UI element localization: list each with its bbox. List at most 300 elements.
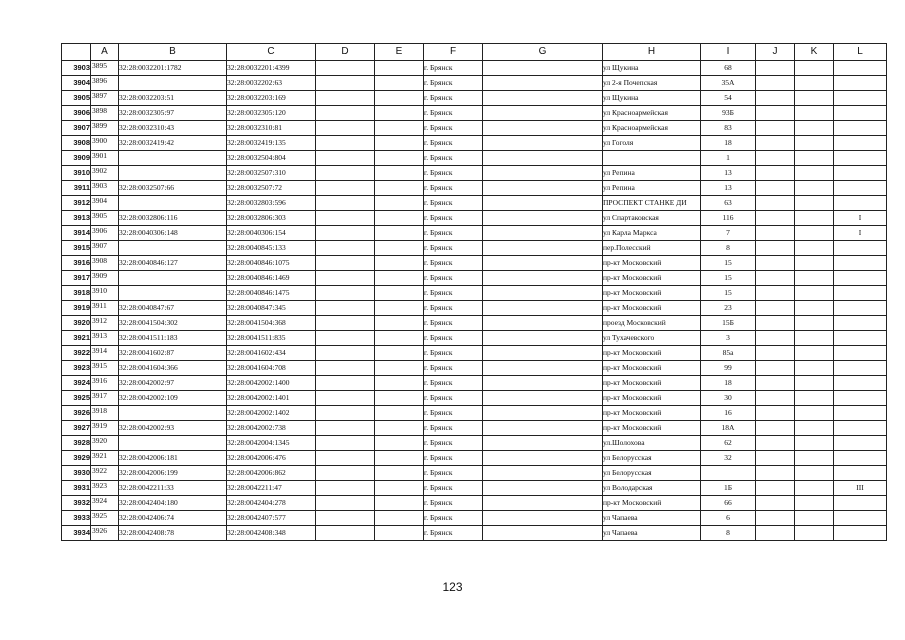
cell-k[interactable]: [795, 181, 834, 196]
cell-j[interactable]: [756, 526, 795, 541]
cell-a[interactable]: [91, 346, 119, 361]
column-header-e[interactable]: E: [375, 44, 424, 61]
cell-i[interactable]: 15: [701, 286, 756, 301]
row-number[interactable]: 3924: [62, 376, 91, 391]
row-number[interactable]: 3931: [62, 481, 91, 496]
cell-b[interactable]: 32:28:0032806:116: [119, 211, 227, 226]
cell-k[interactable]: [795, 451, 834, 466]
cell-b[interactable]: [119, 406, 227, 421]
cell-c[interactable]: 32:28:0042211:47: [227, 481, 316, 496]
cell-a[interactable]: [91, 376, 119, 391]
cell-c[interactable]: 32:28:0032202:63: [227, 76, 316, 91]
cell-l[interactable]: [834, 271, 887, 286]
cell-d[interactable]: [316, 151, 375, 166]
cell-c[interactable]: 32:28:0040845:133: [227, 241, 316, 256]
cell-b[interactable]: [119, 151, 227, 166]
cell-f[interactable]: г. Брянск: [424, 181, 483, 196]
cell-i[interactable]: 54: [701, 91, 756, 106]
cell-g[interactable]: [483, 196, 603, 211]
cell-i[interactable]: 85а: [701, 346, 756, 361]
cell-d[interactable]: [316, 436, 375, 451]
cell-a[interactable]: [91, 106, 119, 121]
cell-g[interactable]: [483, 226, 603, 241]
cell-g[interactable]: [483, 331, 603, 346]
cell-f[interactable]: г. Брянск: [424, 271, 483, 286]
cell-b[interactable]: 32:28:0042002:93: [119, 421, 227, 436]
cell-a[interactable]: [91, 436, 119, 451]
cell-l[interactable]: [834, 286, 887, 301]
cell-b[interactable]: [119, 241, 227, 256]
cell-d[interactable]: [316, 406, 375, 421]
cell-g[interactable]: [483, 451, 603, 466]
cell-f[interactable]: г. Брянск: [424, 406, 483, 421]
cell-e[interactable]: [375, 166, 424, 181]
cell-c[interactable]: 32:28:0042002:738: [227, 421, 316, 436]
cell-g[interactable]: [483, 511, 603, 526]
cell-l[interactable]: [834, 526, 887, 541]
cell-k[interactable]: [795, 376, 834, 391]
cell-d[interactable]: [316, 61, 375, 76]
column-header-i[interactable]: I: [701, 44, 756, 61]
cell-b[interactable]: 32:28:0041504:302: [119, 316, 227, 331]
cell-f[interactable]: г. Брянск: [424, 226, 483, 241]
cell-k[interactable]: [795, 91, 834, 106]
cell-c[interactable]: 32:28:0041604:708: [227, 361, 316, 376]
cell-e[interactable]: [375, 76, 424, 91]
cell-j[interactable]: [756, 451, 795, 466]
cell-a[interactable]: [91, 391, 119, 406]
cell-a[interactable]: [91, 361, 119, 376]
cell-k[interactable]: [795, 361, 834, 376]
cell-d[interactable]: [316, 136, 375, 151]
cell-b[interactable]: 32:28:0032203:51: [119, 91, 227, 106]
cell-e[interactable]: [375, 286, 424, 301]
cell-i[interactable]: 23: [701, 301, 756, 316]
cell-f[interactable]: г. Брянск: [424, 526, 483, 541]
cell-i[interactable]: 6: [701, 511, 756, 526]
cell-f[interactable]: г. Брянск: [424, 166, 483, 181]
cell-k[interactable]: [795, 511, 834, 526]
cell-j[interactable]: [756, 211, 795, 226]
cell-h[interactable]: проезд Московский: [603, 316, 701, 331]
cell-i[interactable]: 35А: [701, 76, 756, 91]
cell-d[interactable]: [316, 196, 375, 211]
cell-d[interactable]: [316, 301, 375, 316]
cell-j[interactable]: [756, 376, 795, 391]
cell-d[interactable]: [316, 76, 375, 91]
cell-a[interactable]: [91, 451, 119, 466]
cell-i[interactable]: 99: [701, 361, 756, 376]
cell-b[interactable]: [119, 271, 227, 286]
cell-a[interactable]: [91, 316, 119, 331]
cell-f[interactable]: г. Брянск: [424, 301, 483, 316]
cell-i[interactable]: 18: [701, 376, 756, 391]
cell-e[interactable]: [375, 241, 424, 256]
cell-b[interactable]: 32:28:0032419:42: [119, 136, 227, 151]
cell-l[interactable]: [834, 151, 887, 166]
cell-i[interactable]: 18А: [701, 421, 756, 436]
cell-j[interactable]: [756, 61, 795, 76]
cell-d[interactable]: [316, 481, 375, 496]
row-number[interactable]: 3926: [62, 406, 91, 421]
cell-l[interactable]: [834, 406, 887, 421]
cell-e[interactable]: [375, 226, 424, 241]
cell-b[interactable]: 32:28:0042408:78: [119, 526, 227, 541]
cell-k[interactable]: [795, 106, 834, 121]
cell-c[interactable]: 32:28:0042006:862: [227, 466, 316, 481]
cell-l[interactable]: [834, 166, 887, 181]
cell-i[interactable]: 62: [701, 436, 756, 451]
column-header-h[interactable]: H: [603, 44, 701, 61]
cell-h[interactable]: ул Белорусская: [603, 451, 701, 466]
cell-e[interactable]: [375, 211, 424, 226]
cell-j[interactable]: [756, 406, 795, 421]
row-number[interactable]: 3913: [62, 211, 91, 226]
cell-a[interactable]: [91, 466, 119, 481]
cell-h[interactable]: ул Спартаковская: [603, 211, 701, 226]
cell-a[interactable]: [91, 226, 119, 241]
cell-a[interactable]: [91, 91, 119, 106]
cell-f[interactable]: г. Брянск: [424, 106, 483, 121]
cell-c[interactable]: 32:28:0040847:345: [227, 301, 316, 316]
cell-l[interactable]: [834, 196, 887, 211]
cell-h[interactable]: ул 2-я Почепская: [603, 76, 701, 91]
cell-e[interactable]: [375, 151, 424, 166]
cell-j[interactable]: [756, 481, 795, 496]
row-number[interactable]: 3929: [62, 451, 91, 466]
cell-d[interactable]: [316, 496, 375, 511]
cell-l[interactable]: III: [834, 481, 887, 496]
row-number[interactable]: 3923: [62, 361, 91, 376]
row-number[interactable]: 3904: [62, 76, 91, 91]
cell-e[interactable]: [375, 196, 424, 211]
cell-c[interactable]: 32:28:0032310:81: [227, 121, 316, 136]
cell-a[interactable]: [91, 121, 119, 136]
cell-l[interactable]: I: [834, 226, 887, 241]
cell-k[interactable]: [795, 136, 834, 151]
cell-e[interactable]: [375, 406, 424, 421]
cell-a[interactable]: [91, 496, 119, 511]
cell-f[interactable]: г. Брянск: [424, 391, 483, 406]
cell-l[interactable]: [834, 91, 887, 106]
cell-g[interactable]: [483, 466, 603, 481]
cell-g[interactable]: [483, 346, 603, 361]
cell-e[interactable]: [375, 301, 424, 316]
cell-g[interactable]: [483, 421, 603, 436]
cell-e[interactable]: [375, 316, 424, 331]
cell-e[interactable]: [375, 436, 424, 451]
cell-g[interactable]: [483, 76, 603, 91]
cell-f[interactable]: г. Брянск: [424, 256, 483, 271]
cell-f[interactable]: г. Брянск: [424, 91, 483, 106]
cell-d[interactable]: [316, 346, 375, 361]
cell-d[interactable]: [316, 316, 375, 331]
cell-k[interactable]: [795, 196, 834, 211]
cell-g[interactable]: [483, 121, 603, 136]
cell-g[interactable]: [483, 211, 603, 226]
cell-k[interactable]: [795, 496, 834, 511]
cell-h[interactable]: ул Репина: [603, 181, 701, 196]
cell-g[interactable]: [483, 286, 603, 301]
cell-b[interactable]: 32:28:0042002:97: [119, 376, 227, 391]
cell-k[interactable]: [795, 346, 834, 361]
cell-a[interactable]: [91, 526, 119, 541]
cell-b[interactable]: 32:28:0042211:33: [119, 481, 227, 496]
cell-k[interactable]: [795, 406, 834, 421]
cell-f[interactable]: г. Брянск: [424, 211, 483, 226]
cell-a[interactable]: [91, 61, 119, 76]
cell-b[interactable]: 32:28:0042404:180: [119, 496, 227, 511]
row-number[interactable]: 3917: [62, 271, 91, 286]
cell-f[interactable]: г. Брянск: [424, 436, 483, 451]
cell-i[interactable]: 1Б: [701, 481, 756, 496]
cell-l[interactable]: [834, 61, 887, 76]
cell-b[interactable]: 32:28:0042006:199: [119, 466, 227, 481]
cell-g[interactable]: [483, 301, 603, 316]
row-number[interactable]: 3919: [62, 301, 91, 316]
cell-g[interactable]: [483, 361, 603, 376]
cell-j[interactable]: [756, 166, 795, 181]
cell-f[interactable]: г. Брянск: [424, 376, 483, 391]
cell-i[interactable]: 83: [701, 121, 756, 136]
cell-h[interactable]: ПРОСПЕКТ СТАНКЕ ДИ: [603, 196, 701, 211]
column-header-k[interactable]: K: [795, 44, 834, 61]
row-number[interactable]: 3912: [62, 196, 91, 211]
cell-d[interactable]: [316, 121, 375, 136]
cell-b[interactable]: 32:28:0042006:181: [119, 451, 227, 466]
cell-h[interactable]: ул Красноармейская: [603, 106, 701, 121]
cell-a[interactable]: [91, 256, 119, 271]
cell-h[interactable]: пр-кт Московский: [603, 286, 701, 301]
cell-i[interactable]: 18: [701, 136, 756, 151]
column-header-c[interactable]: C: [227, 44, 316, 61]
cell-a[interactable]: [91, 511, 119, 526]
cell-g[interactable]: [483, 481, 603, 496]
cell-l[interactable]: [834, 121, 887, 136]
cell-d[interactable]: [316, 511, 375, 526]
row-number[interactable]: 3920: [62, 316, 91, 331]
cell-b[interactable]: 32:28:0032310:43: [119, 121, 227, 136]
cell-c[interactable]: 32:28:0041504:368: [227, 316, 316, 331]
cell-k[interactable]: [795, 256, 834, 271]
cell-e[interactable]: [375, 136, 424, 151]
cell-i[interactable]: [701, 466, 756, 481]
cell-a[interactable]: [91, 76, 119, 91]
cell-c[interactable]: 32:28:0032504:804: [227, 151, 316, 166]
cell-l[interactable]: [834, 181, 887, 196]
cell-b[interactable]: 32:28:0041511:183: [119, 331, 227, 346]
cell-e[interactable]: [375, 256, 424, 271]
row-number[interactable]: 3910: [62, 166, 91, 181]
cell-e[interactable]: [375, 91, 424, 106]
cell-f[interactable]: г. Брянск: [424, 421, 483, 436]
cell-j[interactable]: [756, 181, 795, 196]
cell-j[interactable]: [756, 361, 795, 376]
row-number[interactable]: 3927: [62, 421, 91, 436]
cell-j[interactable]: [756, 226, 795, 241]
cell-j[interactable]: [756, 76, 795, 91]
cell-a[interactable]: [91, 286, 119, 301]
cell-g[interactable]: [483, 256, 603, 271]
cell-h[interactable]: пр-кт Московский: [603, 406, 701, 421]
cell-k[interactable]: [795, 121, 834, 136]
row-number[interactable]: 3934: [62, 526, 91, 541]
cell-e[interactable]: [375, 496, 424, 511]
cell-h[interactable]: пр-кт Московский: [603, 496, 701, 511]
cell-g[interactable]: [483, 271, 603, 286]
cell-d[interactable]: [316, 466, 375, 481]
column-header-g[interactable]: G: [483, 44, 603, 61]
cell-j[interactable]: [756, 301, 795, 316]
row-number[interactable]: 3922: [62, 346, 91, 361]
cell-g[interactable]: [483, 241, 603, 256]
cell-g[interactable]: [483, 391, 603, 406]
cell-l[interactable]: [834, 316, 887, 331]
cell-c[interactable]: 32:28:0042002:1400: [227, 376, 316, 391]
cell-i[interactable]: 1: [701, 151, 756, 166]
cell-f[interactable]: г. Брянск: [424, 466, 483, 481]
cell-f[interactable]: г. Брянск: [424, 136, 483, 151]
cell-i[interactable]: 63: [701, 196, 756, 211]
cell-j[interactable]: [756, 316, 795, 331]
cell-l[interactable]: [834, 241, 887, 256]
cell-j[interactable]: [756, 286, 795, 301]
cell-h[interactable]: ул Володарская: [603, 481, 701, 496]
cell-a[interactable]: [91, 136, 119, 151]
cell-a[interactable]: [91, 196, 119, 211]
cell-g[interactable]: [483, 91, 603, 106]
cell-l[interactable]: [834, 346, 887, 361]
cell-k[interactable]: [795, 316, 834, 331]
cell-g[interactable]: [483, 406, 603, 421]
cell-h[interactable]: ул Белорусская: [603, 466, 701, 481]
cell-i[interactable]: 13: [701, 181, 756, 196]
cell-b[interactable]: 32:28:0040846:127: [119, 256, 227, 271]
cell-k[interactable]: [795, 286, 834, 301]
cell-l[interactable]: [834, 376, 887, 391]
cell-c[interactable]: 32:28:0032507:72: [227, 181, 316, 196]
cell-h[interactable]: пр-кт Московский: [603, 256, 701, 271]
cell-c[interactable]: 32:28:0032203:169: [227, 91, 316, 106]
cell-j[interactable]: [756, 436, 795, 451]
cell-e[interactable]: [375, 421, 424, 436]
cell-d[interactable]: [316, 181, 375, 196]
row-number[interactable]: 3915: [62, 241, 91, 256]
cell-e[interactable]: [375, 331, 424, 346]
cell-j[interactable]: [756, 271, 795, 286]
row-number[interactable]: 3909: [62, 151, 91, 166]
cell-k[interactable]: [795, 466, 834, 481]
cell-k[interactable]: [795, 391, 834, 406]
cell-c[interactable]: 32:28:0032803:596: [227, 196, 316, 211]
cell-j[interactable]: [756, 346, 795, 361]
cell-h[interactable]: пер.Полесский: [603, 241, 701, 256]
cell-j[interactable]: [756, 256, 795, 271]
cell-f[interactable]: г. Брянск: [424, 196, 483, 211]
cell-h[interactable]: пр-кт Московский: [603, 346, 701, 361]
cell-e[interactable]: [375, 61, 424, 76]
cell-g[interactable]: [483, 316, 603, 331]
cell-e[interactable]: [375, 511, 424, 526]
cell-c[interactable]: 32:28:0040846:1469: [227, 271, 316, 286]
row-number[interactable]: 3908: [62, 136, 91, 151]
cell-j[interactable]: [756, 466, 795, 481]
cell-i[interactable]: 15: [701, 271, 756, 286]
cell-k[interactable]: [795, 211, 834, 226]
cell-a[interactable]: [91, 271, 119, 286]
cell-g[interactable]: [483, 151, 603, 166]
cell-c[interactable]: 32:28:0032507:310: [227, 166, 316, 181]
cell-d[interactable]: [316, 106, 375, 121]
cell-h[interactable]: ул Чапаева: [603, 526, 701, 541]
cell-f[interactable]: г. Брянск: [424, 121, 483, 136]
cell-c[interactable]: 32:28:0041602:434: [227, 346, 316, 361]
column-header-d[interactable]: D: [316, 44, 375, 61]
cell-d[interactable]: [316, 376, 375, 391]
cell-d[interactable]: [316, 166, 375, 181]
cell-b[interactable]: [119, 196, 227, 211]
cell-l[interactable]: [834, 466, 887, 481]
cell-f[interactable]: г. Брянск: [424, 481, 483, 496]
cell-j[interactable]: [756, 151, 795, 166]
column-header-a[interactable]: A: [91, 44, 119, 61]
cell-h[interactable]: ул Красноармейская: [603, 121, 701, 136]
cell-c[interactable]: 32:28:0040306:154: [227, 226, 316, 241]
cell-e[interactable]: [375, 121, 424, 136]
cell-k[interactable]: [795, 76, 834, 91]
cell-j[interactable]: [756, 391, 795, 406]
cell-d[interactable]: [316, 241, 375, 256]
row-number[interactable]: 3903: [62, 61, 91, 76]
cell-i[interactable]: 16: [701, 406, 756, 421]
cell-c[interactable]: 32:28:0042002:1401: [227, 391, 316, 406]
cell-h[interactable]: ул Карла Маркса: [603, 226, 701, 241]
column-header-f[interactable]: F: [424, 44, 483, 61]
cell-k[interactable]: [795, 436, 834, 451]
cell-j[interactable]: [756, 91, 795, 106]
cell-a[interactable]: [91, 406, 119, 421]
cell-k[interactable]: [795, 151, 834, 166]
cell-i[interactable]: 30: [701, 391, 756, 406]
cell-d[interactable]: [316, 91, 375, 106]
cell-a[interactable]: [91, 166, 119, 181]
cell-j[interactable]: [756, 106, 795, 121]
cell-h[interactable]: пр-кт Московский: [603, 421, 701, 436]
cell-g[interactable]: [483, 436, 603, 451]
cell-b[interactable]: 32:28:0040306:148: [119, 226, 227, 241]
cell-c[interactable]: 32:28:0042407:577: [227, 511, 316, 526]
cell-h[interactable]: ул Репина: [603, 166, 701, 181]
cell-d[interactable]: [316, 256, 375, 271]
cell-k[interactable]: [795, 226, 834, 241]
cell-a[interactable]: [91, 181, 119, 196]
cell-i[interactable]: 15: [701, 256, 756, 271]
cell-f[interactable]: г. Брянск: [424, 76, 483, 91]
cell-j[interactable]: [756, 241, 795, 256]
cell-l[interactable]: [834, 106, 887, 121]
cell-h[interactable]: пр-кт Московский: [603, 391, 701, 406]
cell-a[interactable]: [91, 241, 119, 256]
cell-l[interactable]: [834, 76, 887, 91]
row-number[interactable]: 3906: [62, 106, 91, 121]
cell-h[interactable]: ул Гоголя: [603, 136, 701, 151]
cell-l[interactable]: I: [834, 211, 887, 226]
cell-i[interactable]: 13: [701, 166, 756, 181]
cell-c[interactable]: 32:28:0042404:278: [227, 496, 316, 511]
cell-h[interactable]: пр-кт Московский: [603, 301, 701, 316]
cell-g[interactable]: [483, 61, 603, 76]
corner-cell[interactable]: [62, 44, 91, 61]
